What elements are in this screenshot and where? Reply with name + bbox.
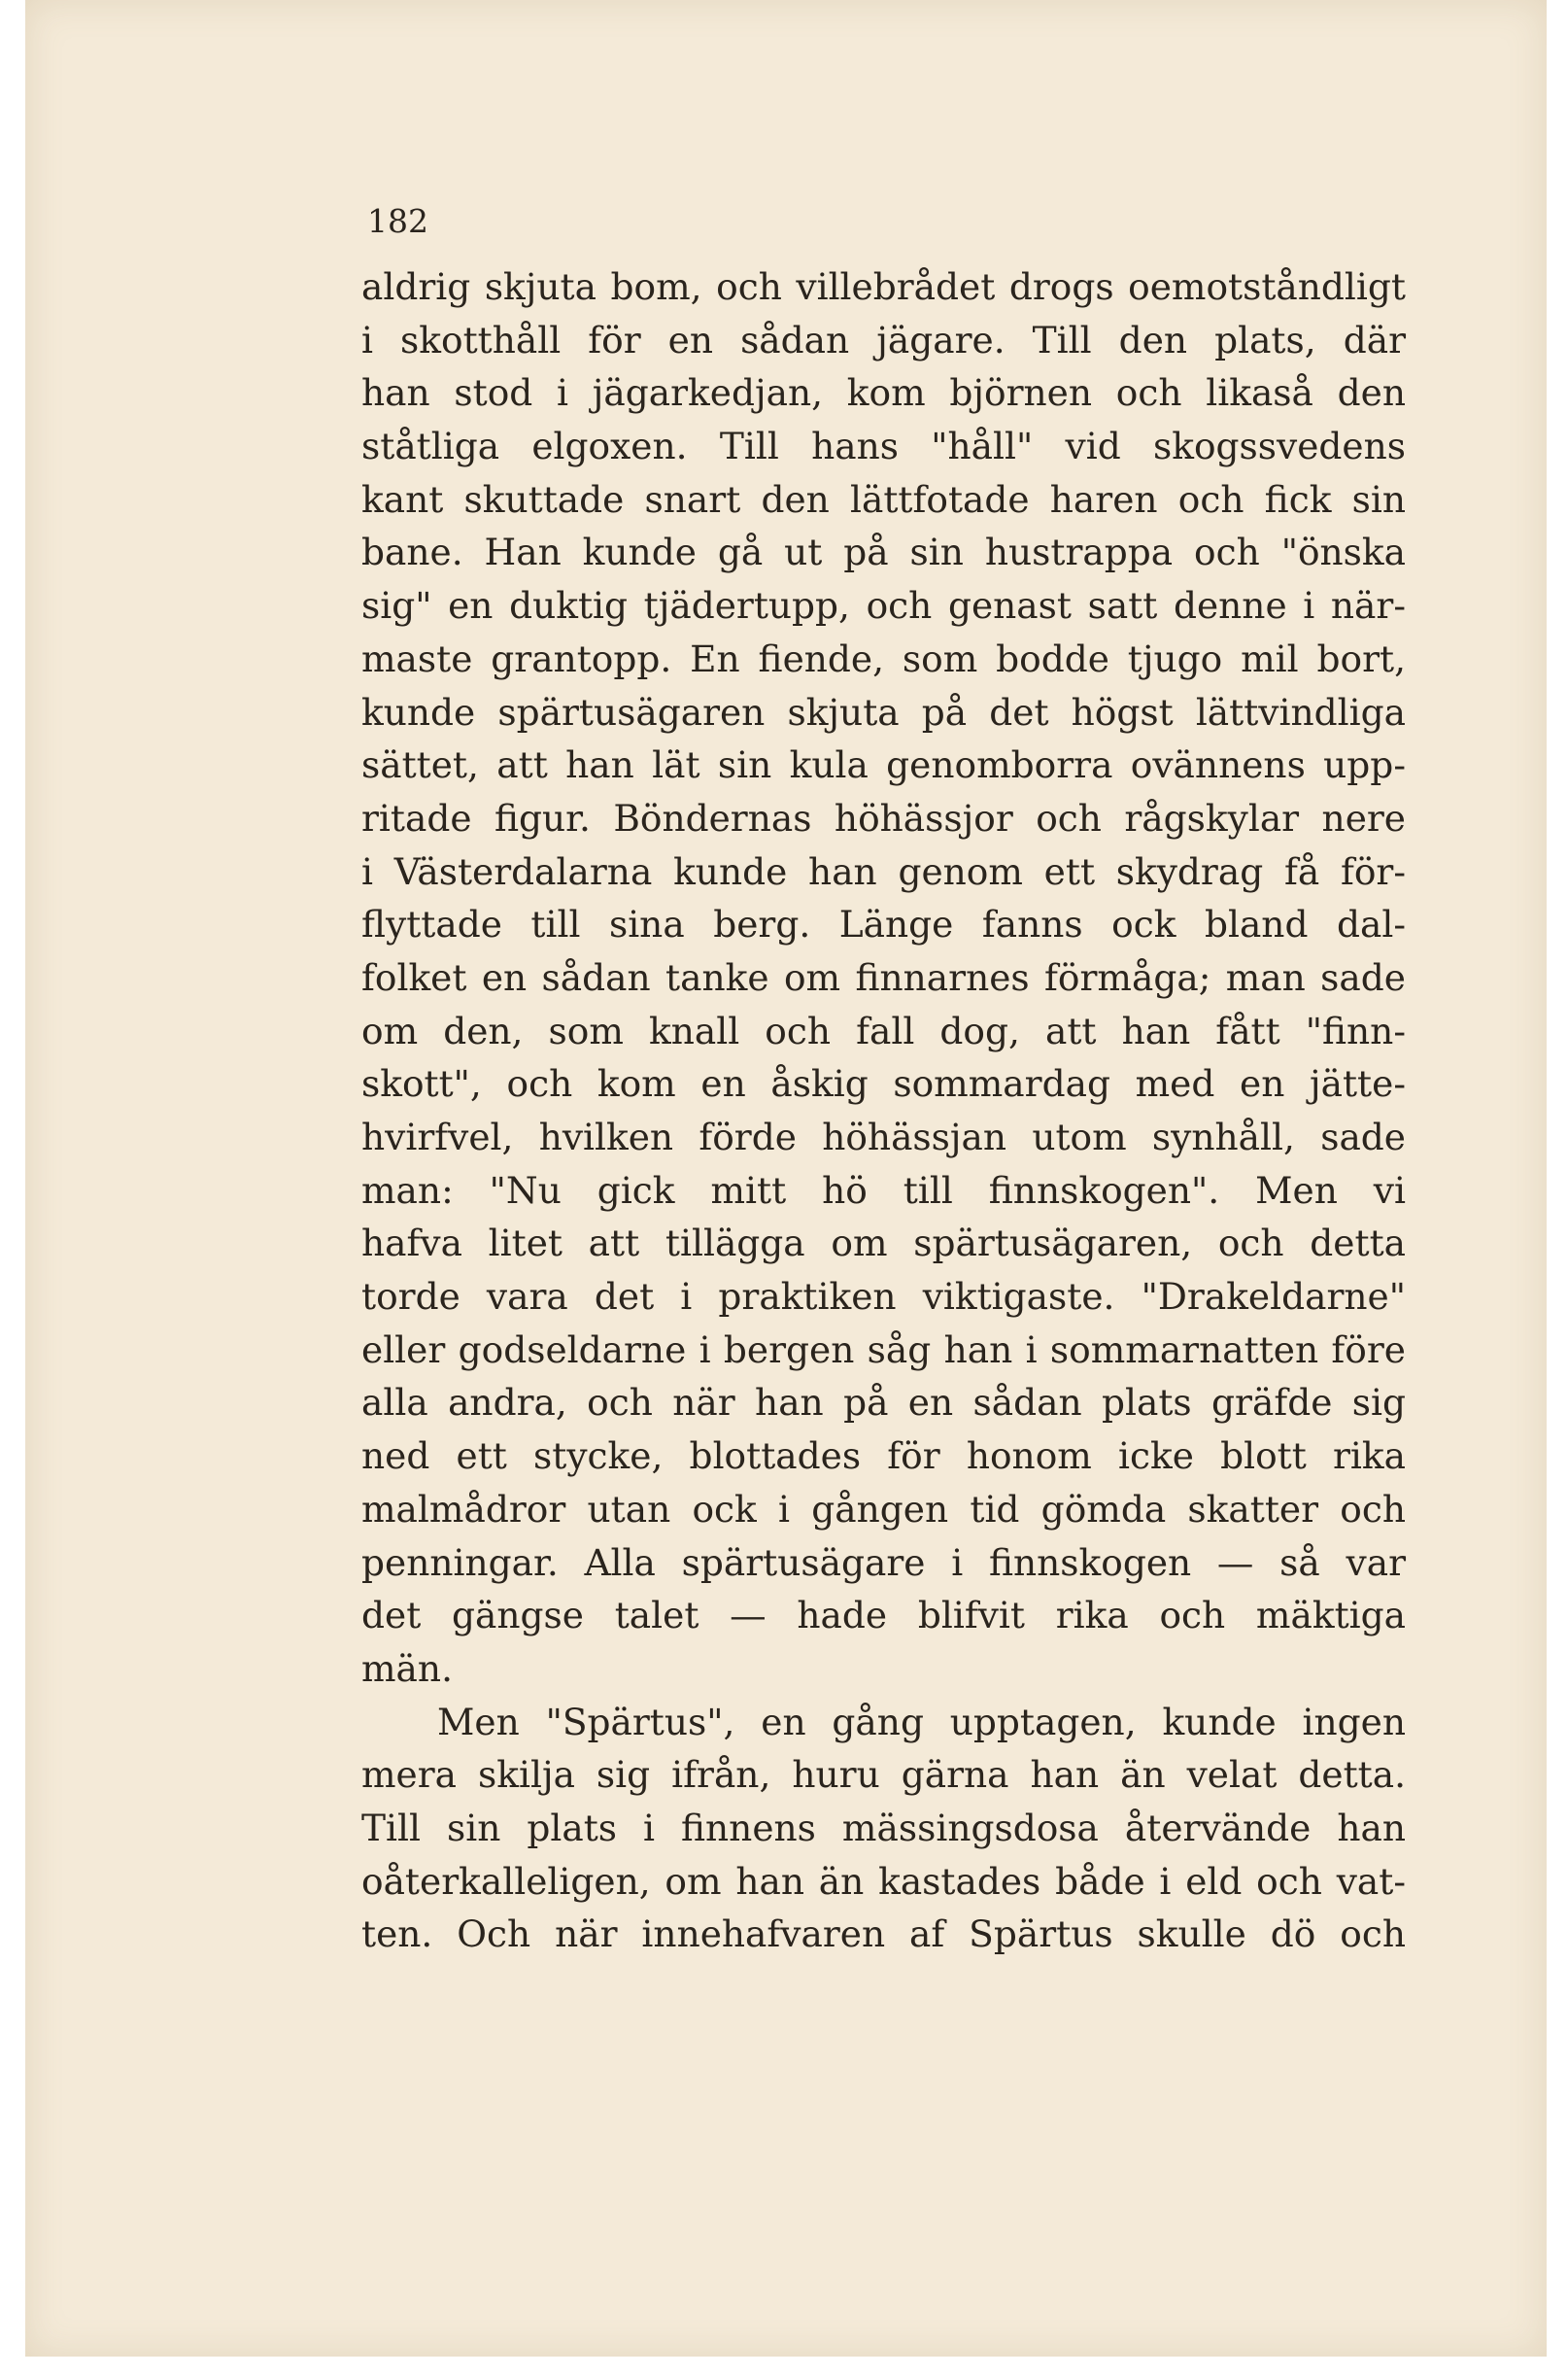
book-page	[25, 0, 1547, 2357]
text-line: Till sin plats i finnens mässingsdosa återvände han	[361, 1806, 1406, 1849]
text-line: i Västerdalarna kunde han genom ett skydrag få för-	[361, 849, 1406, 893]
text-line: hafva litet att tillägga om spärtusägaren, och detta	[361, 1222, 1406, 1265]
text-line: alla andra, och när han på en sådan plats gräfde sig	[361, 1381, 1406, 1425]
text-line: skott", och kom en åskig sommardag med en jätte-	[361, 1062, 1406, 1106]
text-line: flyttade till sina berg. Länge fanns ock bland dal-	[361, 903, 1406, 947]
text-line: malmådror utan ock i gången tid gömda skatter och	[361, 1487, 1406, 1531]
text-line: folket en sådan tanke om finnarnes förmåga; man sade	[361, 955, 1406, 999]
text-line: ståtliga elgoxen. Till hans "håll" vid skogssvedens	[361, 425, 1406, 468]
text-line: sig" en duktig tjädertupp, och genast satt denne i när-	[361, 584, 1406, 628]
text-line: sättet, att han lät sin kula genomborra ovännens upp-	[361, 743, 1406, 787]
page-number: 182	[367, 202, 428, 240]
text-line: oåterkalleligen, om han än kastades både i eld och vat-	[361, 1859, 1406, 1903]
text-line: kunde spärtusägaren skjuta på det högst lättvindliga	[361, 690, 1406, 734]
text-line: Men "Spärtus", en gång upptagen, kunde ingen	[437, 1700, 1406, 1743]
text-line: kant skuttade snart den lättfotade haren och fick sin	[361, 477, 1406, 521]
text-line: ned ett stycke, blottades för honom icke blott rika	[361, 1434, 1406, 1478]
text-line: maste grantopp. En fiende, som bodde tjugo mil bort,	[361, 637, 1406, 680]
text-line: torde vara det i praktiken viktigaste. "Drakeldarne"	[361, 1275, 1406, 1319]
text-line: ten. Och när innehafvaren af Spärtus skulle dö och	[361, 1912, 1406, 1956]
text-line: i skotthåll för en sådan jägare. Till den plats, där	[361, 318, 1406, 362]
text-line: bane. Han kunde gå ut på sin hustrappa och "önska	[361, 531, 1406, 574]
text-line: han stod i jägarkedjan, kom björnen och likaså den	[361, 371, 1406, 415]
text-line: hvirfvel, hvilken förde höhässjan utom synhåll, sade	[361, 1116, 1406, 1158]
text-line: penningar. Alla spärtusägare i finnskogen — så var	[361, 1540, 1406, 1584]
text-line: mera skilja sig ifrån, huru gärna han än velat detta.	[361, 1753, 1406, 1797]
text-line: man: "Nu gick mitt hö till finnskogen". Men vi	[361, 1168, 1406, 1212]
text-line: ritade figur. Böndernas höhässjor och rågskylar nere	[361, 796, 1406, 840]
text-line: eller godseldarne i bergen såg han i sommarnatten före	[361, 1327, 1406, 1371]
text-line: det gängse talet — hade blifvit rika och mäktiga	[361, 1594, 1406, 1637]
text-line: män.	[361, 1646, 453, 1690]
text-line: om den, som knall och fall dog, att han fått "finn-	[361, 1009, 1406, 1052]
text-line: aldrig skjuta bom, och villebrådet drogs oemotståndligt	[361, 265, 1406, 308]
body-text	[361, 260, 1406, 1961]
